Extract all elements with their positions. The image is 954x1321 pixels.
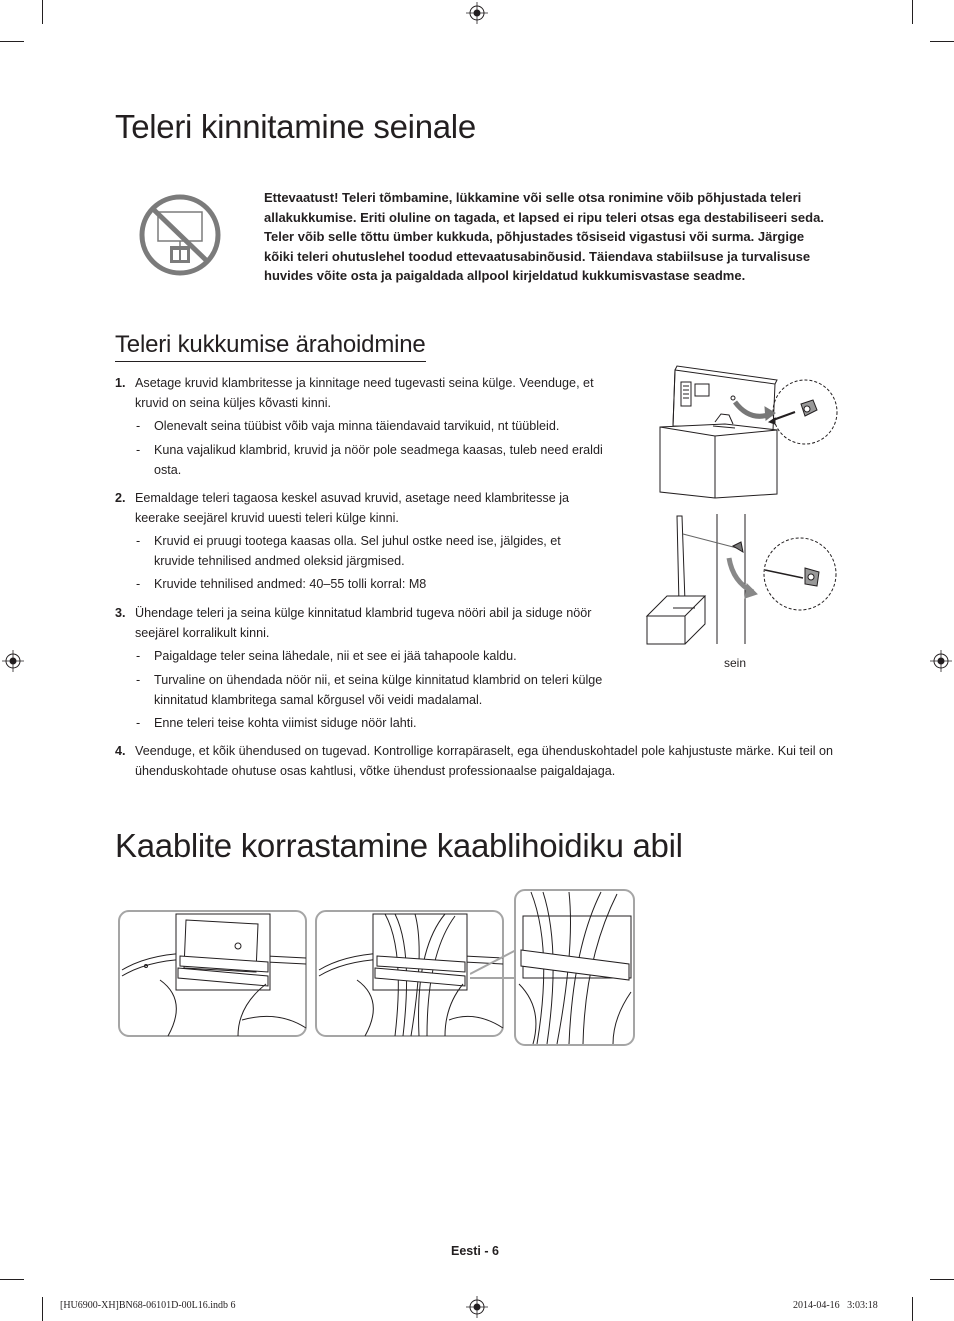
step-text: Veenduge, et kõik ühendused on tugevad. Kontrollige korrapäraselt, ega ühenduskohtadel pole kahjustuste märke. Kui teil on ühenduskohtade ohutuse osas kahtlusi, võtke ühendust professionaalse paigaldajaga.: [135, 744, 834, 778]
print-date: 2014-04-16 3:03:18: [793, 1300, 878, 1311]
list-subitem: - Turvaline on ühendada nöör nii, et seina külge kinnitatud klambrid on teleri külge kinnitatud klambritega samal kõrgusel või veidi madalamal.: [136, 673, 603, 707]
page-number: Eesti - 6: [451, 1244, 499, 1258]
tv-bracket-diagram: [655, 362, 845, 500]
crop-mark: [42, 1297, 43, 1321]
section-heading-text: Teleri kukkumise ärahoidmine: [115, 331, 426, 362]
list-item: [115, 374, 625, 414]
crop-mark: [930, 41, 954, 42]
step-number: 1.: [115, 376, 126, 390]
file-name: [HU6900-XH]BN68-06101D-00L16.indb 6: [60, 1300, 236, 1311]
crop-mark: [912, 0, 913, 24]
list-subitem: - Kruvide tehnilised andmed: 40–55 tolli korral: M8: [136, 577, 427, 591]
list-subitem: - Kuna vajalikud klambrid, kruvid ja nöör pole seadmega kaasas, tuleb need eraldi osta.: [136, 443, 603, 477]
cable-holder-zoom: [513, 888, 637, 1048]
registration-mark-icon: [466, 2, 488, 24]
step-text: Asetage kruvid klambritesse ja kinnitage need tugevasti seina külge. Veenduge, et kruvid on seina küljes kõvasti kinni.: [135, 376, 594, 410]
crop-mark: [42, 0, 43, 24]
list-subitem: - Paigaldage teler seina lähedale, nii et see ei jää tahapoole kaldu.: [136, 649, 517, 663]
list-item: [115, 489, 625, 529]
list-item: [115, 604, 625, 644]
wall-label: sein: [724, 656, 747, 670]
registration-mark-icon: [2, 650, 24, 672]
crop-mark: [0, 1279, 24, 1280]
step-number: 4.: [115, 744, 126, 758]
registration-mark-icon: [930, 650, 952, 672]
step-text: Ühendage teleri ja seina külge kinnitatud klambrid tugeva nööri abil ja siduge nöör seejärel korralikult kinni.: [135, 606, 592, 640]
section-title: Kaablite korrastamine kaablihoidiku abil: [115, 827, 683, 864]
step-number: 2.: [115, 491, 126, 505]
crop-mark: [912, 1297, 913, 1321]
section-heading: [115, 331, 426, 362]
crop-mark: [0, 41, 24, 42]
list-subitem: - Enne teleri teise kohta viimist siduge nöör lahti.: [136, 716, 417, 730]
tv-wall-side-diagram: [645, 512, 840, 647]
list-subitem: - Kruvid ei pruugi tootega kaasas olla. Sel juhul ostke need ise, jälgides, et kruvide tehnilised andmed oleksid järgmised.: [136, 534, 561, 568]
safety-warning: Ettevaatust! Teleri tõmbamine, lükkamine või selle otsa ronimine võib põhjustada teleri allakukkumise. Eriti oluline on tagada, et lapsed ei ripu teleri otsas ega destabiliseeri seda. Teler võib selle tõttu ümber kukkuda, põhjustades tõsiseid vigastusi või surma. Järgige kõiki teleri ohutuslehel toodud ettevaatusabinõusid. Täiendava stabiilsuse ja turvalisuse huvides võite osta ja paigaldada allpool kirjeldatud kukkumisvastase seadme.: [264, 190, 824, 283]
registration-mark-icon: [466, 1296, 488, 1318]
list-item: [115, 742, 835, 782]
list-subitem: - Olenevalt seina tüübist võib vaja minna täiendavaid tarvikuid, nt tüübleid.: [136, 419, 560, 433]
step-number: 3.: [115, 606, 126, 620]
page-title: Teleri kinnitamine seinale: [115, 108, 476, 145]
no-climbing-icon: [138, 193, 222, 277]
step-text: Eemaldage teleri tagaosa keskel asuvad kruvid, asetage need klambritesse ja keerake seejärel kruvid uuesti teleri külge kinni.: [135, 491, 570, 525]
crop-mark: [930, 1279, 954, 1280]
cable-holder-diagram-1: [118, 910, 308, 1038]
